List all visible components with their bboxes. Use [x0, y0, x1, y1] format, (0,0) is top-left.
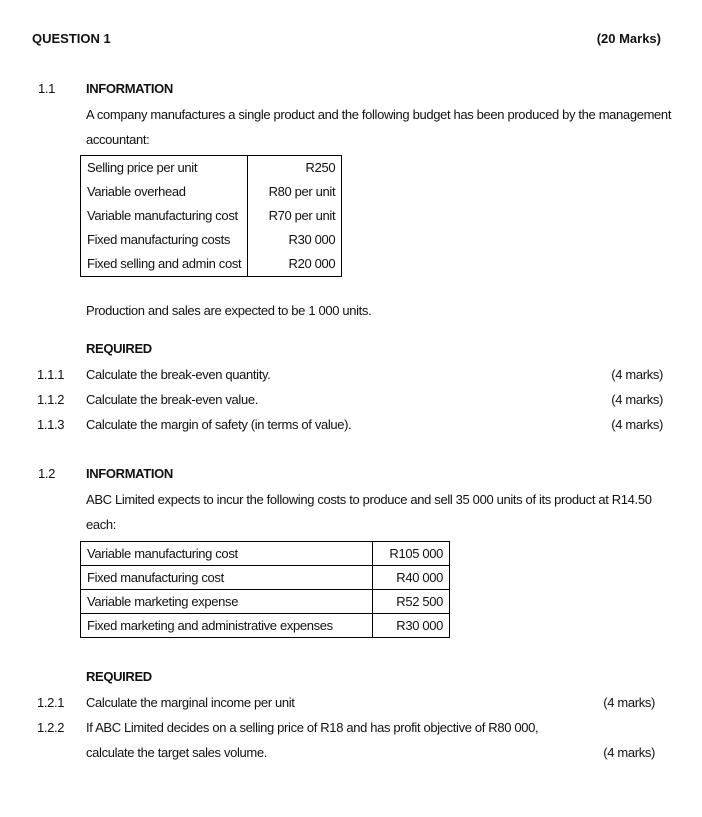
table-row: [81, 228, 342, 252]
row-value: R70 per unit: [248, 204, 342, 228]
task-text: If ABC Limited decides on a selling price of R18 and has profit objective of R80 000,: [86, 720, 539, 735]
task-marks: (4 marks): [611, 417, 663, 432]
task-number: 1.2.1: [37, 695, 65, 710]
task-marks: (4 marks): [611, 392, 663, 407]
row-label: Variable marketing expense: [81, 590, 373, 614]
table-row: [81, 204, 342, 228]
row-label: Fixed selling and admin cost: [81, 252, 248, 277]
row-label: Variable overhead: [81, 180, 248, 204]
task-text: Calculate the break-even quantity.: [86, 367, 271, 382]
budget-table: [80, 155, 342, 277]
task-number: 1.1.3: [37, 417, 65, 432]
row-value: R105 000: [373, 542, 450, 566]
task-number: 1.1.2: [37, 392, 65, 407]
section-intro-continued: accountant:: [86, 132, 150, 147]
task-marks: (4 marks): [603, 695, 655, 710]
row-value: R250: [248, 156, 342, 181]
required-heading: REQUIRED: [86, 341, 152, 356]
table-row: [81, 156, 342, 181]
section-intro: A company manufactures a single product and the following budget has been produced by the management: [86, 107, 672, 122]
task-marks: (4 marks): [603, 745, 655, 760]
table-row: [81, 542, 450, 566]
row-label: Fixed manufacturing cost: [81, 566, 373, 590]
row-value: R52 500: [373, 590, 450, 614]
question-title: QUESTION 1: [32, 31, 111, 46]
production-note: Production and sales are expected to be 1 000 units.: [86, 303, 372, 318]
section-intro-continued: each:: [86, 517, 117, 532]
table-row: [81, 180, 342, 204]
row-label: Variable manufacturing cost: [81, 542, 373, 566]
section-heading: INFORMATION: [86, 81, 173, 96]
row-value: R40 000: [373, 566, 450, 590]
section-intro: ABC Limited expects to incur the following costs to produce and sell 35 000 units of its product at R14.50: [86, 492, 652, 507]
task-number: 1.1.1: [37, 367, 65, 382]
row-value: R30 000: [373, 614, 450, 638]
row-value: R30 000: [248, 228, 342, 252]
row-label: Variable manufacturing cost: [81, 204, 248, 228]
section-heading: INFORMATION: [86, 466, 173, 481]
table-row: [81, 566, 450, 590]
required-heading: REQUIRED: [86, 669, 152, 684]
section-number: 1.1: [38, 81, 56, 96]
task-number: 1.2.2: [37, 720, 65, 735]
section-number: 1.2: [38, 466, 56, 481]
cost-table: [80, 541, 450, 638]
row-value: R20 000: [248, 252, 342, 277]
table-row: [81, 614, 450, 638]
table-row: [81, 590, 450, 614]
row-label: Selling price per unit: [81, 156, 248, 181]
question-total-marks: (20 Marks): [596, 31, 661, 46]
task-text: Calculate the break-even value.: [86, 392, 258, 407]
task-text: Calculate the margin of safety (in terms of value).: [86, 417, 352, 432]
row-value: R80 per unit: [248, 180, 342, 204]
row-label: Fixed manufacturing costs: [81, 228, 248, 252]
table-row: [81, 252, 342, 277]
task-marks: (4 marks): [611, 367, 663, 382]
task-text: Calculate the marginal income per unit: [86, 695, 295, 710]
task-text-continued: calculate the target sales volume.: [86, 745, 268, 760]
row-label: Fixed marketing and administrative expenses: [81, 614, 373, 638]
